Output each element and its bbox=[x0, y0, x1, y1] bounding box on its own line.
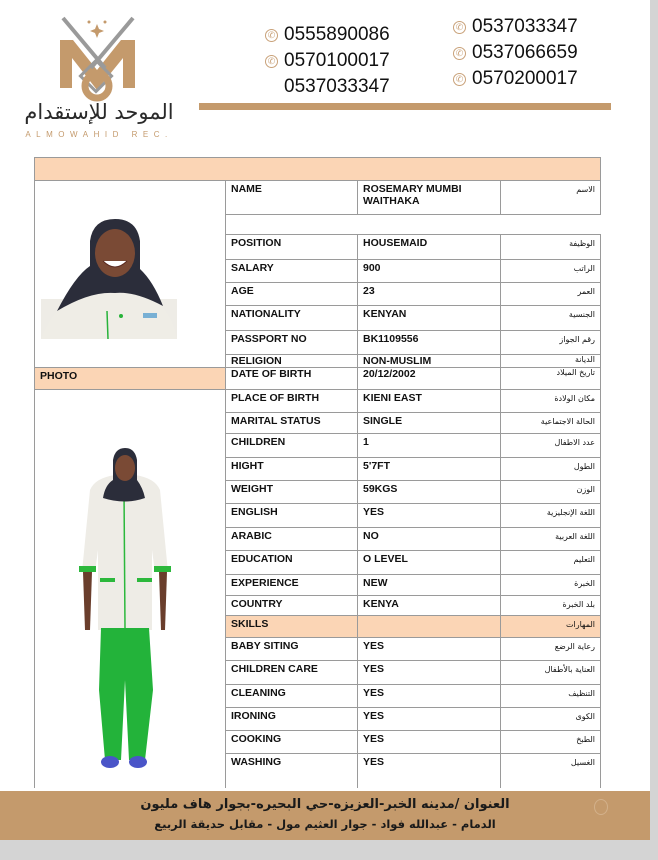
field-label-arabic: مكان الولادة bbox=[501, 390, 601, 413]
phone-item bbox=[453, 14, 578, 40]
address-line-1: العنوان /مدينه الخبر-العزيزه-حي البحيره-بجوار هاف مليون bbox=[140, 797, 510, 812]
field-label-arabic: الكوى bbox=[501, 708, 601, 731]
field-label: SALARY bbox=[226, 259, 358, 283]
table-header-band bbox=[35, 158, 601, 181]
phone-icon: ✆ bbox=[265, 55, 278, 68]
field-label: DATE OF BIRTH bbox=[226, 368, 358, 390]
field-value: 900 bbox=[358, 259, 501, 283]
field-value: NON-MUSLIM bbox=[358, 354, 501, 367]
spacer-row bbox=[226, 214, 601, 234]
phone-icon: ✆ bbox=[453, 73, 466, 86]
skill-value: YES bbox=[358, 637, 501, 660]
field-label: POSITION bbox=[226, 235, 358, 260]
skill-label: BABY SITING bbox=[226, 637, 358, 660]
field-value bbox=[358, 181, 501, 215]
portrait-photo bbox=[35, 181, 225, 364]
skill-label: COOKING bbox=[226, 731, 358, 753]
skill-value: YES bbox=[358, 708, 501, 731]
field-label: PASSPORT NO bbox=[226, 331, 358, 355]
full-body-photo bbox=[35, 390, 225, 788]
field-label: HIGHT bbox=[226, 457, 358, 480]
photo-label: PHOTO bbox=[35, 368, 226, 390]
field-label-arabic: الراتب bbox=[501, 259, 601, 283]
phone-item bbox=[453, 66, 578, 92]
field-label-arabic: التعليم bbox=[501, 551, 601, 575]
field-label: MARITAL STATUS bbox=[226, 413, 358, 434]
skill-value: YES bbox=[358, 660, 501, 684]
field-value: 23 bbox=[358, 283, 501, 305]
field-value: 1 bbox=[358, 434, 501, 457]
skill-value: YES bbox=[358, 753, 501, 791]
phone-icon: ✆ bbox=[453, 21, 466, 34]
skill-value: YES bbox=[358, 685, 501, 708]
field-value bbox=[358, 615, 501, 637]
logo-english-text: ALMOWAHID REC. bbox=[25, 130, 173, 139]
field-label-arabic: رعاية الرضع bbox=[501, 637, 601, 660]
skills-section-label: SKILLS bbox=[226, 615, 358, 637]
field-value: NO bbox=[358, 528, 501, 551]
header-divider bbox=[199, 103, 611, 110]
field-value: HOUSEMAID bbox=[358, 235, 501, 260]
field-label-arabic: بلد الخبرة bbox=[501, 595, 601, 615]
phone-icon: ✆ bbox=[453, 47, 466, 60]
field-label-arabic: الطول bbox=[501, 457, 601, 480]
field-value: KENYAN bbox=[358, 305, 501, 331]
address-footer bbox=[0, 788, 650, 840]
field-label-arabic: الوزن bbox=[501, 480, 601, 503]
field-value: 59KGS bbox=[358, 480, 501, 503]
cv-table bbox=[34, 157, 601, 792]
logo-arabic-text: الموحد للإستقدام bbox=[24, 100, 174, 124]
field-label-arabic: الغسيل bbox=[501, 753, 601, 791]
name-value: ROSEMARY MUMBI WAITHAKA bbox=[363, 183, 462, 207]
field-value: KIENI EAST bbox=[358, 390, 501, 413]
phone-icon: ✆ bbox=[265, 29, 278, 42]
phone-number[interactable]: 0537033347 bbox=[284, 76, 390, 97]
field-label-arabic: الطبخ bbox=[501, 731, 601, 753]
skill-value: YES bbox=[358, 731, 501, 753]
skill-label: IRONING bbox=[226, 708, 358, 731]
field-label-arabic: التنظيف bbox=[501, 685, 601, 708]
phone-item bbox=[265, 22, 390, 48]
field-label: RELIGION bbox=[226, 354, 358, 367]
field-value: SINGLE bbox=[358, 413, 501, 434]
address-line-2: الدمام - عبدالله فواد - جوار العثيم مول - مقابل حديقة الربيع bbox=[154, 817, 496, 831]
field-label: WEIGHT bbox=[226, 480, 358, 503]
phone-number[interactable]: 0537033347 bbox=[472, 16, 578, 37]
phone-item bbox=[265, 48, 390, 74]
field-value: 5'7FT bbox=[358, 457, 501, 480]
field-label: EDUCATION bbox=[226, 551, 358, 575]
phone-number[interactable]: 0570200017 bbox=[472, 68, 578, 89]
field-label-arabic: الاسم bbox=[501, 181, 601, 215]
field-label: AGE bbox=[226, 283, 358, 305]
field-label-arabic: اللغة الإنجليزية bbox=[501, 503, 601, 527]
skill-label: CHILDREN CARE bbox=[226, 660, 358, 684]
field-label: NATIONALITY bbox=[226, 305, 358, 331]
phone-number[interactable]: 0537066659 bbox=[472, 42, 578, 63]
phone-item bbox=[265, 74, 390, 100]
phone-number[interactable]: 0555890086 bbox=[284, 24, 390, 45]
phone-number[interactable]: 0570100017 bbox=[284, 50, 390, 71]
field-label-arabic: الخبرة bbox=[501, 575, 601, 595]
field-value: NEW bbox=[358, 575, 501, 595]
skill-label: WASHING bbox=[226, 753, 358, 791]
field-label: ENGLISH bbox=[226, 503, 358, 527]
field-value: 20/12/2002 bbox=[358, 368, 501, 390]
portrait-photo-cell bbox=[35, 181, 226, 368]
field-label: COUNTRY bbox=[226, 595, 358, 615]
field-value: YES bbox=[358, 503, 501, 527]
skill-label: CLEANING bbox=[226, 685, 358, 708]
field-label: CHILDREN bbox=[226, 434, 358, 457]
field-label-arabic: المهارات bbox=[501, 615, 601, 637]
field-label-arabic: عدد الاطفال bbox=[501, 434, 601, 457]
field-label-arabic: اللغة العربية bbox=[501, 528, 601, 551]
field-label: EXPERIENCE bbox=[226, 575, 358, 595]
field-label: ARABIC bbox=[226, 528, 358, 551]
phone-list-right bbox=[453, 14, 578, 92]
field-label-arabic: الوظيفة bbox=[501, 235, 601, 260]
phone-list-left bbox=[265, 22, 390, 100]
field-label-arabic: العناية بالأطفال bbox=[501, 660, 601, 684]
phone-icon-placeholder bbox=[265, 81, 278, 94]
phone-item bbox=[453, 40, 578, 66]
field-label-arabic: العمر bbox=[501, 283, 601, 305]
field-label-arabic: الديانة bbox=[501, 354, 601, 367]
field-value: KENYA bbox=[358, 595, 501, 615]
full-body-photo-cell bbox=[35, 390, 226, 792]
field-value: BK1109556 bbox=[358, 331, 501, 355]
field-label-arabic: تاريخ الميلاد bbox=[501, 368, 601, 390]
field-label: NAME bbox=[226, 181, 358, 215]
field-value: O LEVEL bbox=[358, 551, 501, 575]
field-label: PLACE OF BIRTH bbox=[226, 390, 358, 413]
field-label-arabic: الحالة الاجتماعية bbox=[501, 413, 601, 434]
field-label-arabic: رقم الجواز bbox=[501, 331, 601, 355]
field-label-arabic: الجنسية bbox=[501, 305, 601, 331]
